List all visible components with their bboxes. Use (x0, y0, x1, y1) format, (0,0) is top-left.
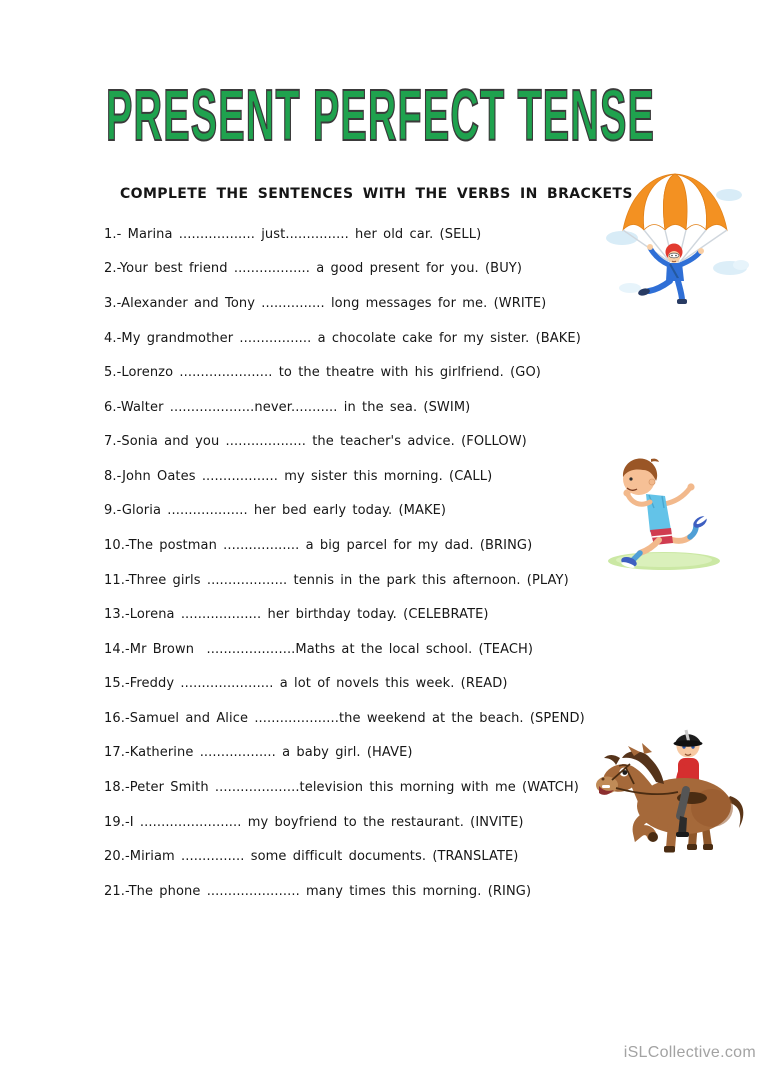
running-boy-image (602, 450, 736, 574)
sentence-17: 17.-Katherine .................. a baby girl. (HAVE) (104, 745, 413, 761)
sentence-15: 15.-Freddy ...................... a lot of novels this week. (READ) (104, 676, 508, 692)
sentence-21: 21.-The phone ...................... many times this morning. (RING) (104, 883, 532, 899)
sentence-6: 6.-Walter ....................never........... in the sea. (SWIM) (104, 399, 471, 415)
sentence-19: 19.-I ........................ my boyfriend to the restaurant. (INVITE) (104, 814, 524, 830)
sentence-13: 13.-Lorena ................... her birthday today. (CELEBRATE) (104, 607, 489, 623)
sentence-2: 2.-Your best friend .................. a good present for you. (BUY) (104, 261, 523, 277)
sentence-4: 4.-My grandmother ................. a chocolate cake for my sister. (BAKE) (104, 330, 581, 346)
parachutist-image (600, 168, 750, 316)
sentence-18: 18.-Peter Smith ....................television this morning with me (WATCH) (104, 780, 579, 796)
islcollective-watermark: iSLCollective.com (623, 1044, 756, 1061)
sentence-5: 5.-Lorenzo ...................... to the theatre with his girlfriend. (GO) (104, 365, 541, 381)
sentence-10: 10.-The postman .................. a big parcel for my dad. (BRING) (104, 537, 533, 553)
sentence-3: 3.-Alexander and Tony ............... long messages for me. (WRITE) (104, 295, 547, 311)
sentence-11: 11.-Three girls ................... tennis in the park this afternoon. (PLAY) (104, 572, 569, 588)
instruction-text: COMPLETE THE SENTENCES WITH THE VERBS IN BRACKETS (120, 186, 633, 202)
sentence-1: 1.- Marina .................. just............... her old car. (SELL) (104, 226, 482, 242)
sentence-7: 7.-Sonia and you ................... the teacher's advice. (FOLLOW) (104, 434, 527, 450)
sentence-16: 16.-Samuel and Alice ....................the weekend at the beach. (SPEND) (104, 710, 585, 726)
horse-rider-image (590, 706, 762, 860)
sentence-8: 8.-John Oates .................. my sister this morning. (CALL) (104, 468, 493, 484)
page-title: PRESENT PERFECT TENSE (106, 76, 655, 156)
sentence-list (104, 217, 604, 909)
sentence-20: 20.-Miriam ............... some difficult documents. (TRANSLATE) (104, 849, 519, 865)
sentence-9: 9.-Gloria ................... her bed early today. (MAKE) (104, 503, 447, 519)
sentence-14: 14.-Mr Brown .....................Maths at the local school. (TEACH) (104, 641, 534, 657)
